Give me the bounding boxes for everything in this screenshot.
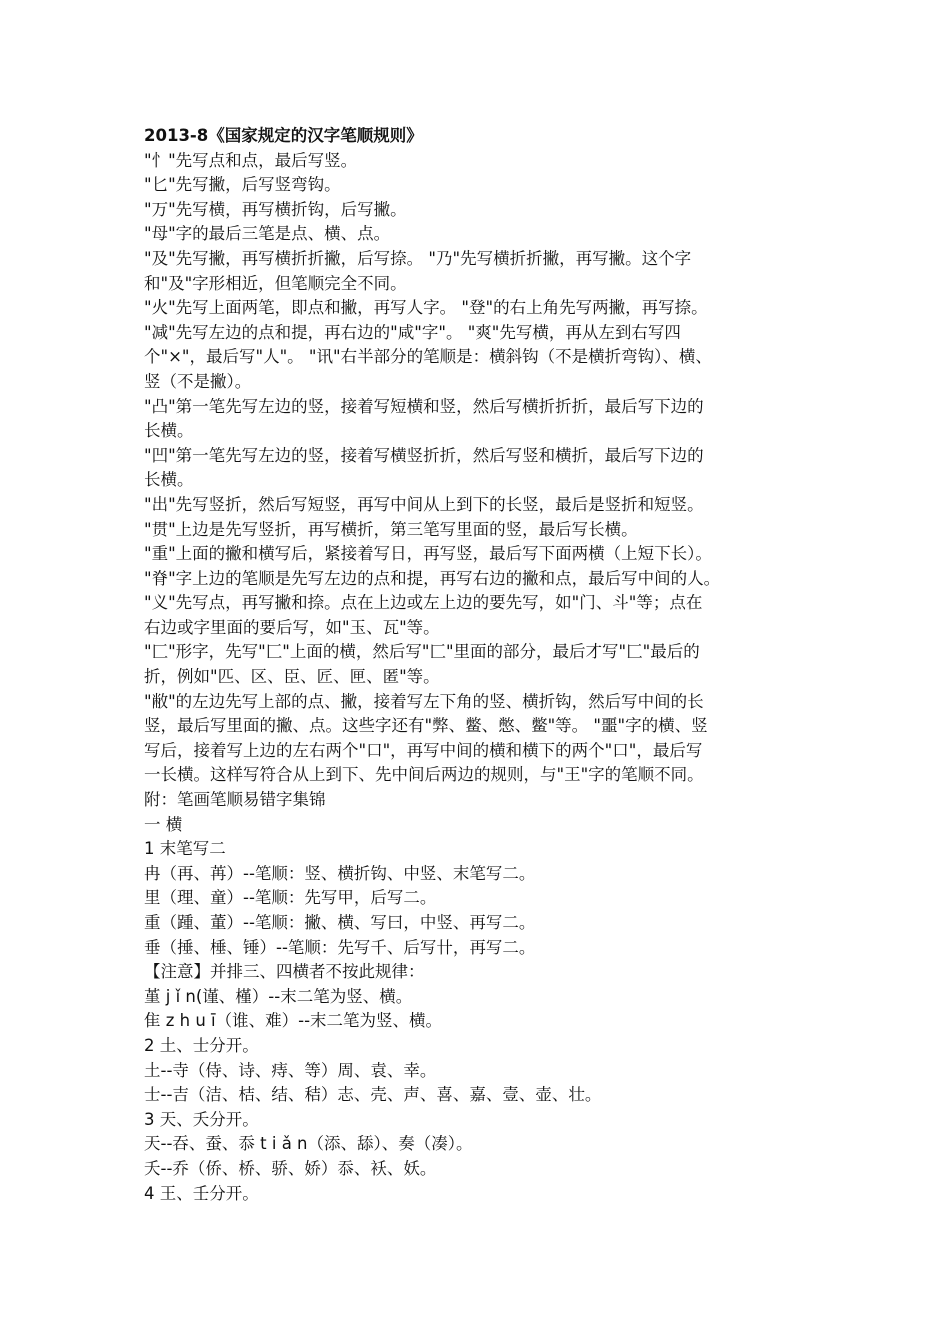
- text-line: "匕"先写撇，后写竖弯钩。: [144, 175, 341, 195]
- text-line: 折，例如"匹、区、臣、匠、匣、匿"等。: [144, 667, 440, 687]
- subsection-heading: 2 土、士分开。: [144, 1035, 259, 1055]
- text-line: "敝"的左边先写上部的点、撇，接着写左下角的竖、横折钩，然后写中间的长: [144, 691, 704, 711]
- text-line: 土--寺（侍、诗、痔、等）周、袁、幸。: [144, 1060, 437, 1080]
- text-line: 长横。: [144, 421, 194, 441]
- text-line: "凹"第一笔先写左边的竖，接着写横竖折折，然后写竖和横折，最后写下边的: [144, 445, 704, 465]
- document-title: 2013-8《国家规定的汉字笔顺规则》: [144, 126, 423, 145]
- text-line: "母"字的最后三笔是点、横、点。: [144, 224, 391, 244]
- text-line: "凸"第一笔先写左边的竖，接着写短横和竖，然后写横折折折，最后写下边的: [144, 396, 704, 416]
- text-line: "贯"上边是先写竖折，再写横折，第三笔写里面的竖，最后写长横。: [144, 519, 638, 539]
- text-line: 和"及"字形相近，但笔顺完全不同。: [144, 273, 407, 293]
- appendix-heading: 附：笔画笔顺易错字集锦: [144, 790, 326, 810]
- text-line: 竖，最后写里面的撇、点。这些字还有"弊、鳖、憋、鳖"等。 "噩"字的横、竖: [144, 716, 708, 736]
- text-line: "及"先写撇，再写横折折撇，后写捺。 "乃"先写横折折撇，再写撇。这个字: [144, 248, 692, 268]
- text-line: "忄"先写点和点，最后写竖。: [144, 150, 358, 170]
- subsection-heading: 1 末笔写二: [144, 839, 226, 859]
- text-line: 长横。: [144, 470, 194, 490]
- text-line: 天--吞、蚕、忝 t i ǎ n（添、舔）、奏（凑）。: [144, 1134, 473, 1154]
- document-body: [144, 149, 824, 1207]
- text-line: 右边或字里面的要后写，如"玉、瓦"等。: [144, 617, 440, 637]
- text-line: 写后，接着写上边的左右两个"口"，再写中间的横和横下的两个"口"，最后写: [144, 740, 703, 760]
- text-line: "减"先写左边的点和提，再右边的"咸"字"。 "爽"先写横，再从左到右写四: [144, 322, 681, 342]
- text-line: 里（理、童）--笔顺：先写甲，后写二。: [144, 888, 437, 908]
- text-line: "重"上面的撇和横写后，紧接着写日，再写竖，最后写下面两横（上短下长）。: [144, 544, 712, 564]
- text-line: 个"×"，最后写"人"。 "讯"右半部分的笔顺是：横斜钩（不是横折弯钩）、横、: [144, 347, 712, 367]
- text-line: "火"先写上面两笔，即点和撇，再写人字。 "登"的右上角先写两撇，再写捺。: [144, 298, 708, 318]
- text-line: 重（踵、董）--笔顺：撇、横、写曰，中竖、再写二。: [144, 913, 536, 932]
- text-line: "匚"形字，先写"匚"上面的横，然后写"匚"里面的部分，最后才写"匚"最后的: [144, 642, 700, 662]
- section-heading: 一 横: [144, 814, 183, 834]
- note-line: 【注意】并排三、四横者不按此规律：: [144, 962, 425, 982]
- document-page: [144, 124, 824, 1206]
- subsection-heading: 4 王、壬分开。: [144, 1183, 259, 1203]
- text-line: 竖（不是撇）。: [144, 371, 252, 391]
- subsection-heading: 3 天、夭分开。: [144, 1109, 259, 1129]
- text-line: "出"先写竖折，然后写短竖，再写中间从上到下的长竖，最后是竖折和短竖。: [144, 494, 704, 514]
- text-line: 堇 j ǐ n(谨、槿）--末二笔为竖、横。: [144, 986, 413, 1006]
- text-line: 隹 z h u ī（谁、难）--末二笔为竖、横。: [144, 1011, 443, 1031]
- text-line: 冉（再、苒）--笔顺：竖、横折钩、中竖、末笔写二。: [144, 863, 536, 883]
- text-line: "万"先写横，再写横折钩，后写撇。: [144, 199, 407, 219]
- text-line: 士--吉（洁、桔、结、秸）志、壳、声、喜、嘉、壹、壶、壮。: [144, 1085, 602, 1105]
- text-line: 垂（捶、棰、锤）--笔顺：先写千、后写卄，再写二。: [144, 937, 536, 957]
- text-line: 夭--乔（侨、桥、骄、娇）忝、袄、妖。: [144, 1158, 437, 1178]
- text-line: "脊"字上边的笔顺是先写左边的点和提，再写右边的撇和点，最后写中间的人。: [144, 568, 721, 588]
- text-line: "义"先写点，再写撇和捺。点在上边或左上边的要先写，如"门、斗"等；点在: [144, 593, 703, 613]
- text-line: 一长横。这样写符合从上到下、先中间后两边的规则，与"王"字的笔顺不同。: [144, 765, 704, 785]
